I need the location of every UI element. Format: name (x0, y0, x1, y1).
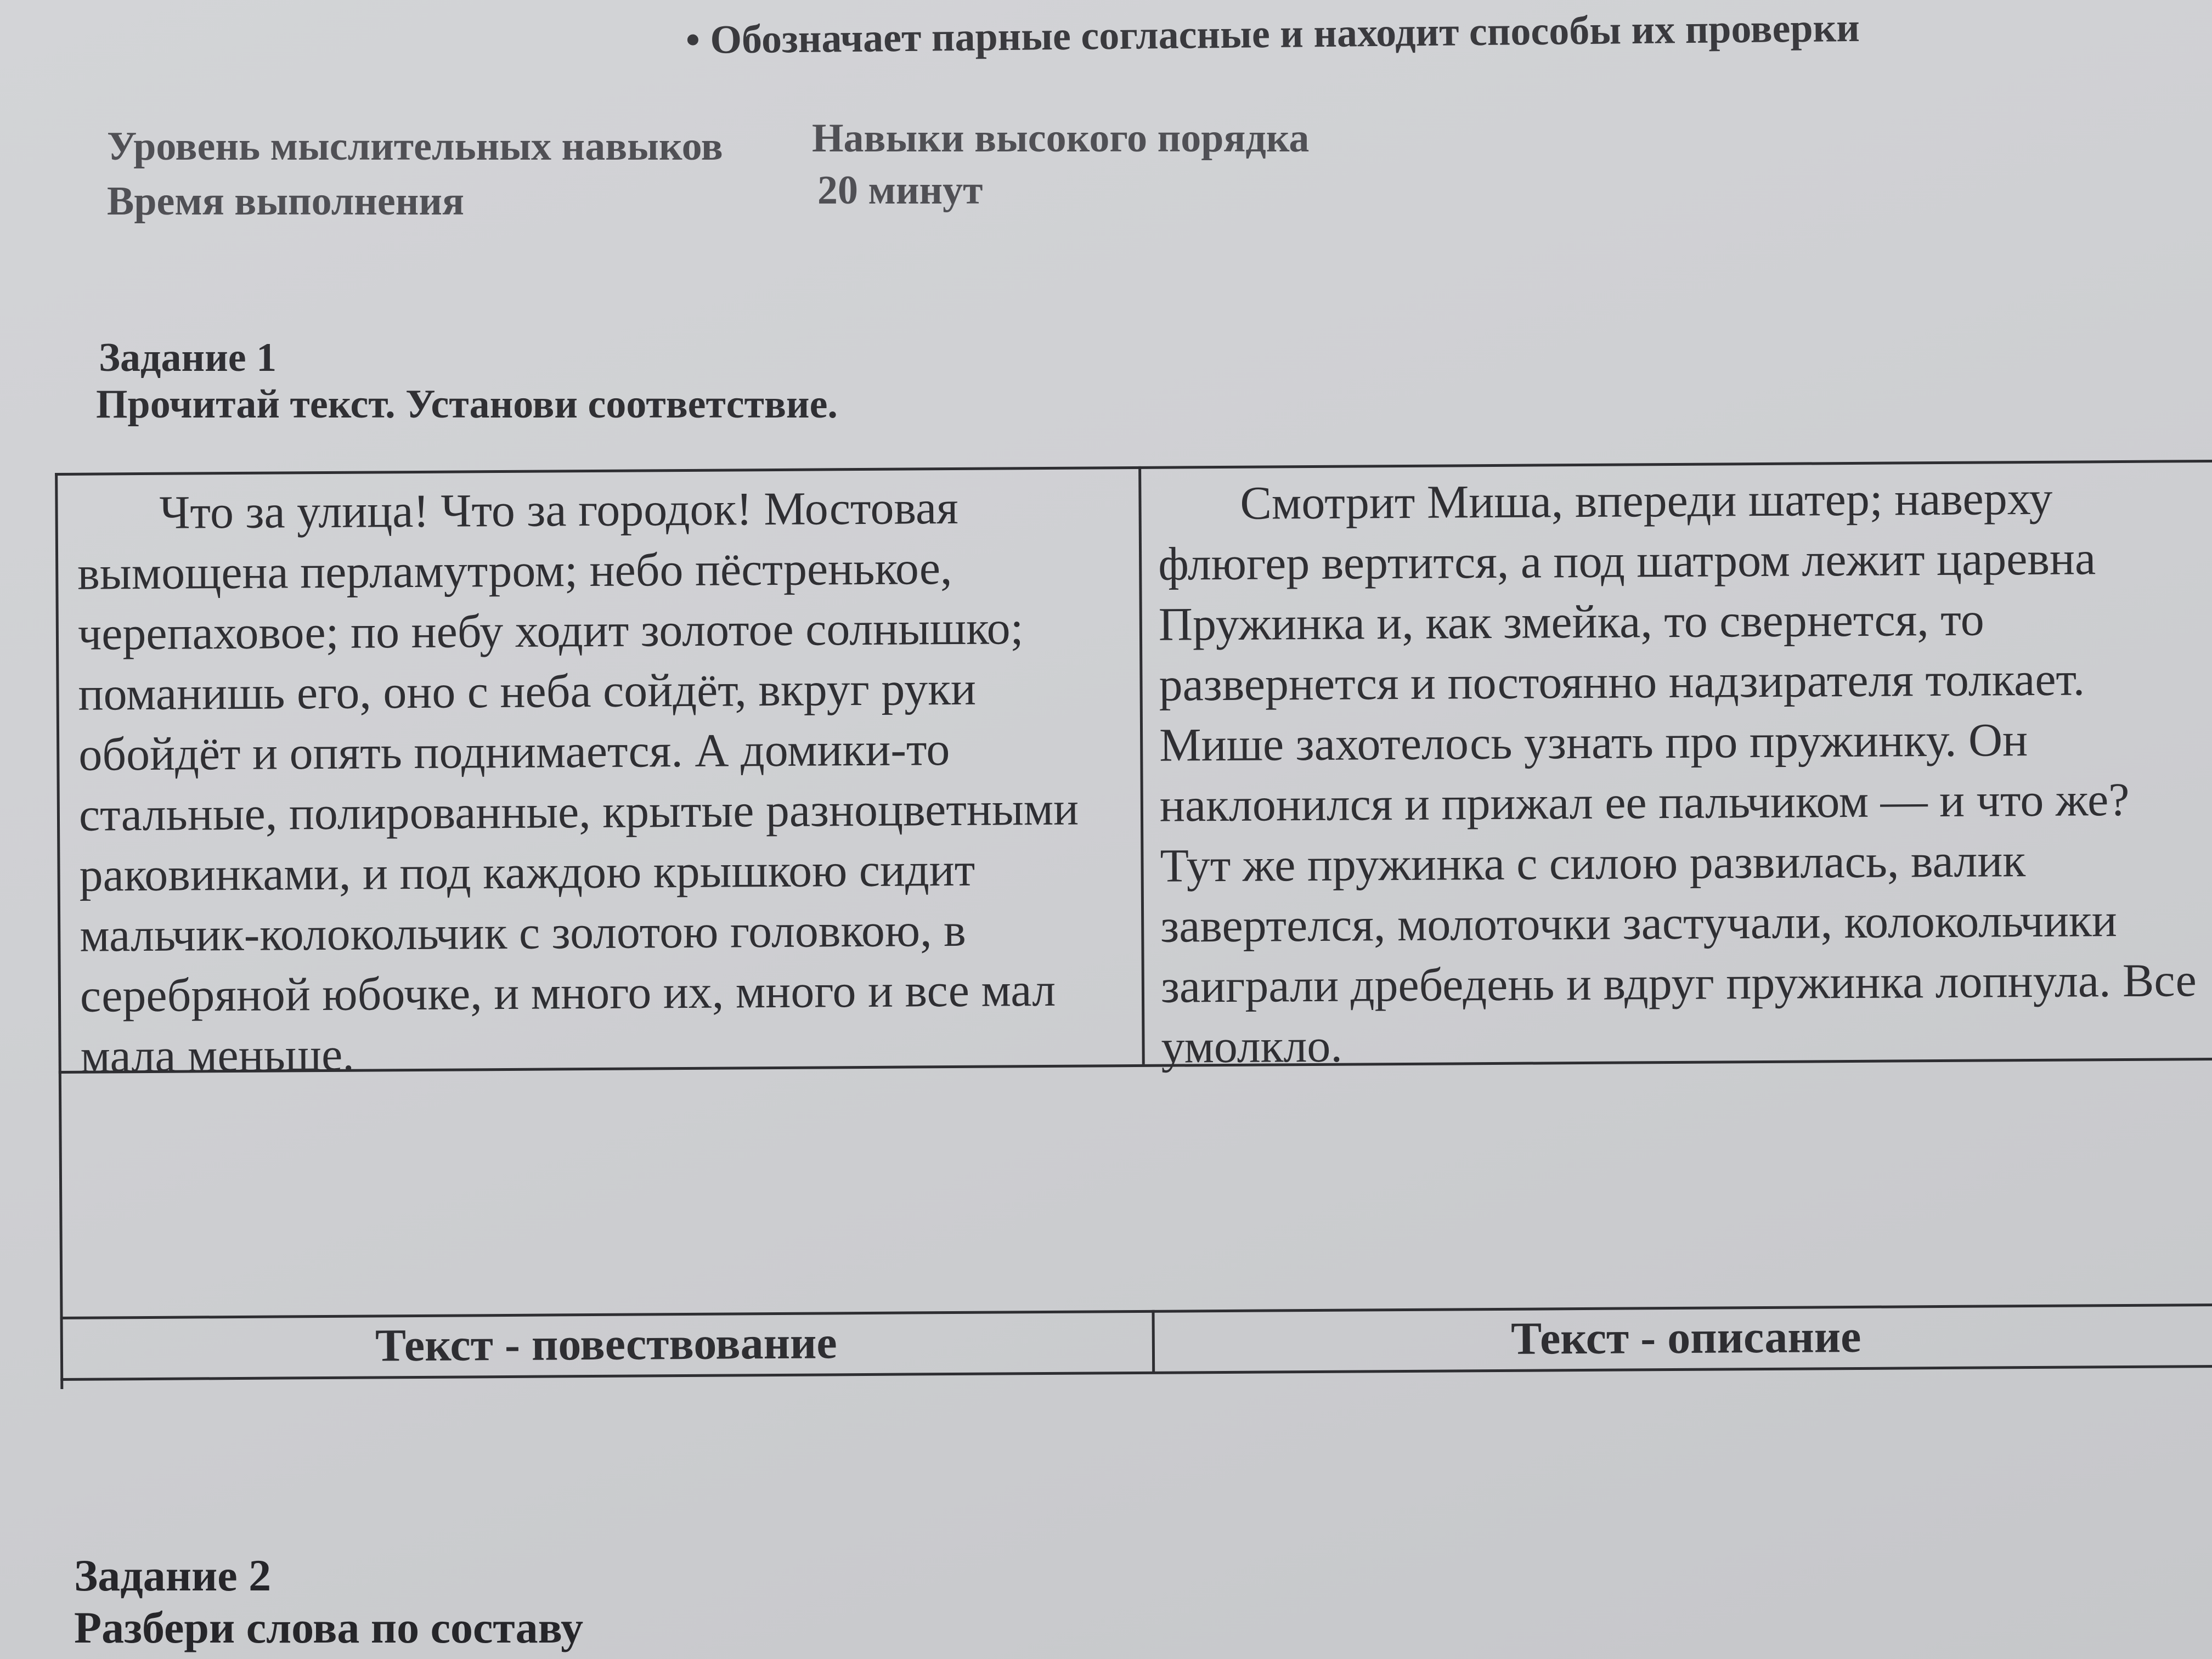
text-cell-left (77, 476, 1128, 1086)
matching-table (55, 448, 2212, 1383)
text-cell-right (1158, 467, 2209, 1077)
table-middle-divider (1138, 466, 1145, 1064)
bullet-line: • Обозначает парные согласные и находит способы их проверки (685, 5, 1860, 63)
task2-instruction: Разбери слова по составу (74, 1602, 584, 1652)
level-label: Уровень мыслительных навыков (107, 124, 723, 169)
time-value: 20 минут (817, 168, 983, 213)
task1-instruction: Прочитай текст. Установи соответствие. (96, 382, 838, 427)
level-value: Навыки высокого порядка (812, 116, 1310, 161)
task1-title: Задание 1 (99, 335, 277, 380)
table-left-border (55, 473, 63, 1389)
time-label: Время выполнения (107, 179, 465, 224)
label-description: Текст - описание (1510, 1311, 1861, 1364)
text-right-paragraph: Смотрит Миша, впереди шатер; наверху флюгер вертится, а под шатром лежит царевна Пружинка и, как змейка, то свернется, то развернется и постоянно надзирателя толкает. Мише захотелось узнать про пружинку. Он наклонился и прижал ее пальчиком — и что же? Тут же пружинка с силою развилась, валик завертелся, молоточки застучали, колокольчики заиграли дребедень и вдруг пружинка лопнула. Все умолкло. (1158, 471, 2197, 1073)
label-narration: Текст - повествование (375, 1317, 837, 1372)
task2-title: Задание 2 (74, 1550, 272, 1600)
text-left-paragraph: Что за улица! Что за городок! Мостовая вымощена перламутром; небо пёстренькое, черепаховое; по небу ходит золотое солнышко; поманишь его, оно с неба сойдёт, вкруг руки обойдёт и опять поднимается. А домики-то стальные, полированные, крытые разноцветными раковинками, и под каждою крышкою сидит мальчик-колокольчик с золотою головкою, в серебряной юбочке, и много их, много и все мал мала меньше. (77, 481, 1079, 1082)
